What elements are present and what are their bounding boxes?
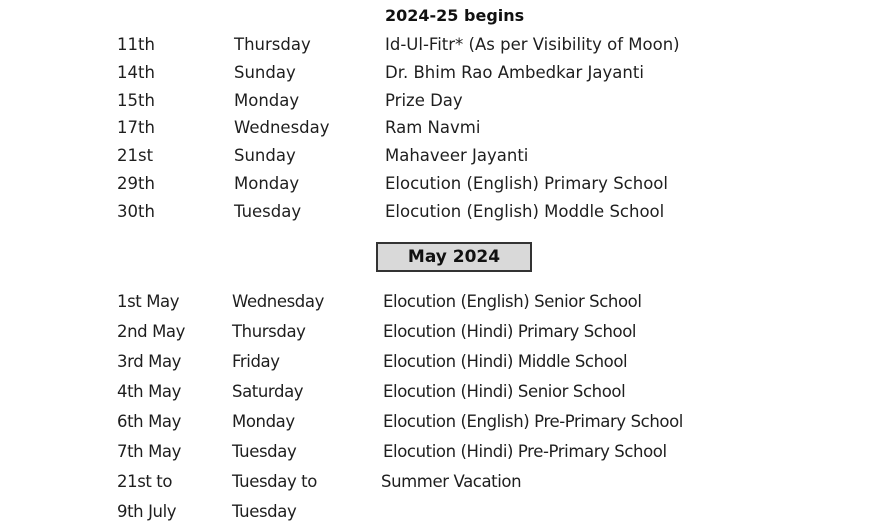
event-cell: Elocution (English) Senior School [383, 292, 642, 311]
day-cell: Tuesday [232, 502, 297, 521]
day-cell: Thursday [234, 35, 311, 54]
date-cell: 4th May [117, 382, 181, 401]
day-cell: Saturday [232, 382, 304, 401]
day-cell: Tuesday to [232, 472, 317, 491]
day-cell: Wednesday [232, 292, 324, 311]
date-cell: 7th May [117, 442, 181, 461]
day-cell: Sunday [234, 146, 296, 165]
event-cell: Summer Vacation [381, 472, 522, 491]
event-cell: Elocution (Hindi) Pre-Primary School [383, 442, 667, 461]
date-cell: 3rd May [117, 352, 182, 371]
date-cell: 9th July [117, 502, 177, 521]
date-cell: 14th [117, 63, 155, 82]
event-cell: Ram Navmi [385, 118, 481, 137]
section-heading: 2024-25 begins [385, 6, 525, 25]
event-cell: Id-Ul-Fitr* (As per Visibility of Moon) [385, 35, 680, 54]
date-cell: 6th May [117, 412, 181, 431]
date-cell: 17th [117, 118, 155, 137]
day-cell: Monday [234, 91, 300, 110]
event-cell: Elocution (English) Primary School [385, 174, 668, 193]
day-cell: Wednesday [234, 118, 330, 137]
event-cell: Elocution (Hindi) Senior School [383, 382, 626, 401]
event-cell: Mahaveer Jayanti [385, 146, 529, 165]
event-cell: Prize Day [385, 91, 463, 110]
day-cell: Monday [234, 174, 300, 193]
day-cell: Monday [232, 412, 295, 431]
event-cell: Elocution (Hindi) Middle School [383, 352, 628, 371]
day-cell: Friday [232, 352, 280, 371]
date-cell: 29th [117, 174, 155, 193]
date-cell: 15th [117, 91, 155, 110]
day-cell: Sunday [234, 63, 296, 82]
day-cell: Tuesday [234, 202, 302, 221]
day-cell: Thursday [232, 322, 306, 341]
date-cell: 21st to [117, 472, 173, 491]
date-cell: 2nd May [117, 322, 185, 341]
event-cell: Elocution (English) Moddle School [385, 202, 665, 221]
date-cell: 21st [117, 146, 154, 165]
day-cell: Tuesday [232, 442, 297, 461]
month-heading-may: May 2024 [376, 242, 532, 272]
date-cell: 30th [117, 202, 155, 221]
event-cell: Elocution (English) Pre-Primary School [383, 412, 683, 431]
date-cell: 11th [117, 35, 155, 54]
event-cell: Dr. Bhim Rao Ambedkar Jayanti [385, 63, 644, 82]
event-cell: Elocution (Hindi) Primary School [383, 322, 637, 341]
date-cell: 1st May [117, 292, 180, 311]
